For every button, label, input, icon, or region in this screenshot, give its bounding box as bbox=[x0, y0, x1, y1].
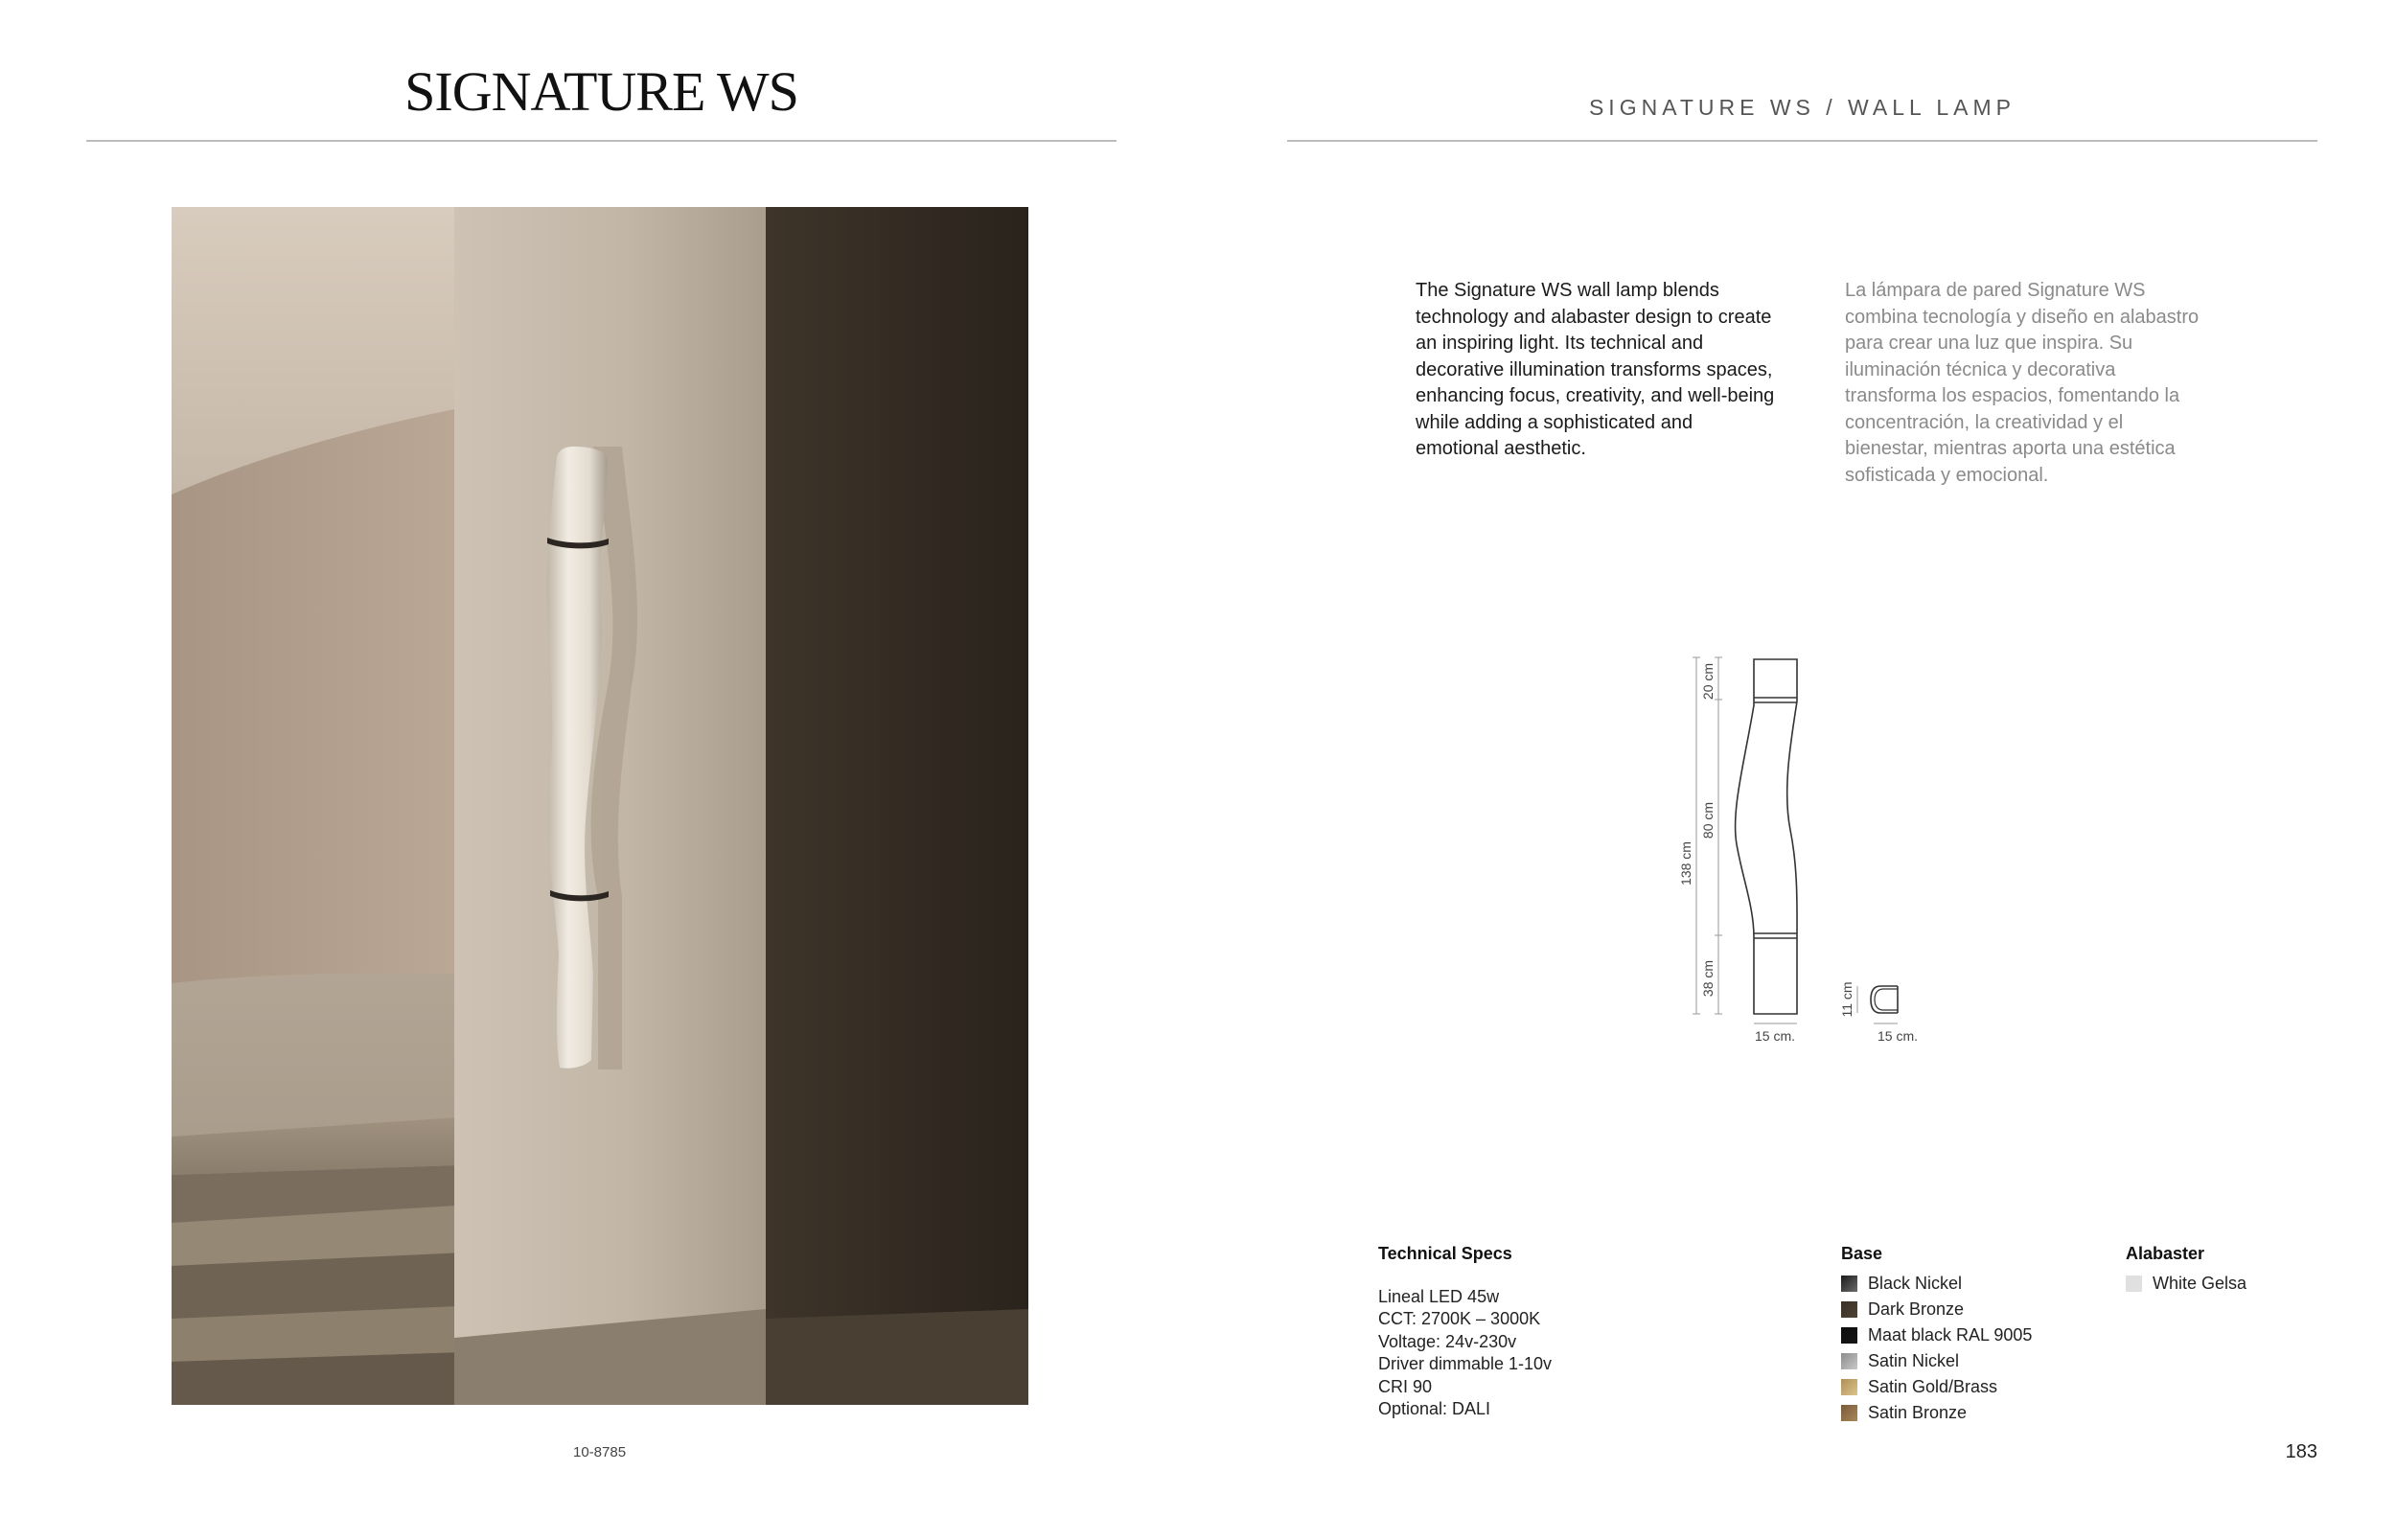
finish-label: Black Nickel bbox=[1868, 1274, 1963, 1293]
spec-item: CRI 90 bbox=[1378, 1376, 1433, 1396]
spec-item: Voltage: 24v-230v bbox=[1378, 1331, 1517, 1351]
technical-specs-title: Technical Specs bbox=[1378, 1244, 1512, 1263]
header-divider bbox=[1287, 140, 2317, 142]
alabaster-finish-list bbox=[2126, 1271, 2246, 1297]
base-title: Base bbox=[1841, 1244, 1883, 1263]
title-divider bbox=[86, 140, 1117, 142]
product-photo bbox=[172, 207, 1028, 1405]
bottom-section-label: 38 cm bbox=[1700, 959, 1716, 998]
finish-label: White Gelsa bbox=[2153, 1274, 2247, 1293]
dimension-drawing bbox=[1668, 648, 1946, 1050]
finish-item bbox=[1841, 1374, 2032, 1400]
page-number: 183 bbox=[2285, 1441, 2317, 1462]
wall-lamp-photo bbox=[172, 207, 1028, 1405]
total-height-label: 138 cm bbox=[1678, 841, 1693, 885]
product-code: 10-8785 bbox=[573, 1444, 627, 1460]
satin-gold-brass-swatch bbox=[1841, 1379, 1857, 1395]
spec-item: Optional: DALI bbox=[1378, 1399, 1491, 1419]
finish-label: Maat black RAL 9005 bbox=[1868, 1325, 2033, 1345]
page-title: SIGNATURE WS bbox=[404, 60, 798, 123]
spec-item: CCT: 2700K – 3000K bbox=[1378, 1309, 1541, 1329]
dark-bronze-swatch bbox=[1841, 1301, 1857, 1318]
finish-label: Satin Bronze bbox=[1868, 1403, 1968, 1422]
finish-item bbox=[1841, 1348, 2032, 1374]
top-section-label: 20 cm bbox=[1700, 662, 1716, 701]
description-english: The Signature WS wall lamp blends technology and alabaster design to create an inspiring light. Its technical and decorative illumination transforms spaces, enhancing focus, creativity, and well-being while adding a sophisticated and emotional aesthetic. bbox=[1416, 280, 1775, 459]
finish-label: Satin Nickel bbox=[1868, 1351, 1960, 1370]
side-depth-label: 11 cm bbox=[1839, 981, 1855, 1018]
maat-black-swatch bbox=[1841, 1327, 1857, 1344]
description-spanish: La lámpara de pared Signature WS combina tecnología y diseño en alabastro para crear una luz que inspira. Su iluminación técnica y decorativa transforma los espacios, fomentando la concentración, la creatividad y el bienestar, mientras aporta una estética sofisticada y emocional. bbox=[1845, 280, 2200, 486]
alabaster-title: Alabaster bbox=[2126, 1244, 2205, 1263]
black-nickel-swatch bbox=[1841, 1276, 1857, 1292]
technical-specs-list bbox=[1378, 1286, 1552, 1420]
finish-item bbox=[1841, 1271, 2032, 1297]
finish-item bbox=[1841, 1400, 2032, 1426]
finish-item bbox=[1841, 1322, 2032, 1348]
finish-label: Satin Gold/Brass bbox=[1868, 1377, 1998, 1396]
white-gelsa-swatch bbox=[2126, 1276, 2142, 1292]
front-width-label: 15 cm. bbox=[1754, 1028, 1796, 1044]
satin-bronze-swatch bbox=[1841, 1405, 1857, 1421]
spec-item: Lineal LED 45w bbox=[1378, 1287, 1500, 1306]
finish-item bbox=[1841, 1297, 2032, 1322]
base-finish-list bbox=[1841, 1271, 2032, 1426]
spec-item: Driver dimmable 1-10v bbox=[1378, 1354, 1553, 1374]
finish-label: Dark Bronze bbox=[1868, 1299, 1965, 1319]
section-header: SIGNATURE WS / WALL LAMP bbox=[1588, 95, 2016, 120]
satin-nickel-swatch bbox=[1841, 1353, 1857, 1369]
finish-item bbox=[2126, 1271, 2246, 1297]
side-width-label: 15 cm. bbox=[1877, 1028, 1919, 1044]
middle-section-label: 80 cm bbox=[1700, 801, 1716, 839]
lamp-dimension-diagram bbox=[1668, 648, 1946, 1050]
